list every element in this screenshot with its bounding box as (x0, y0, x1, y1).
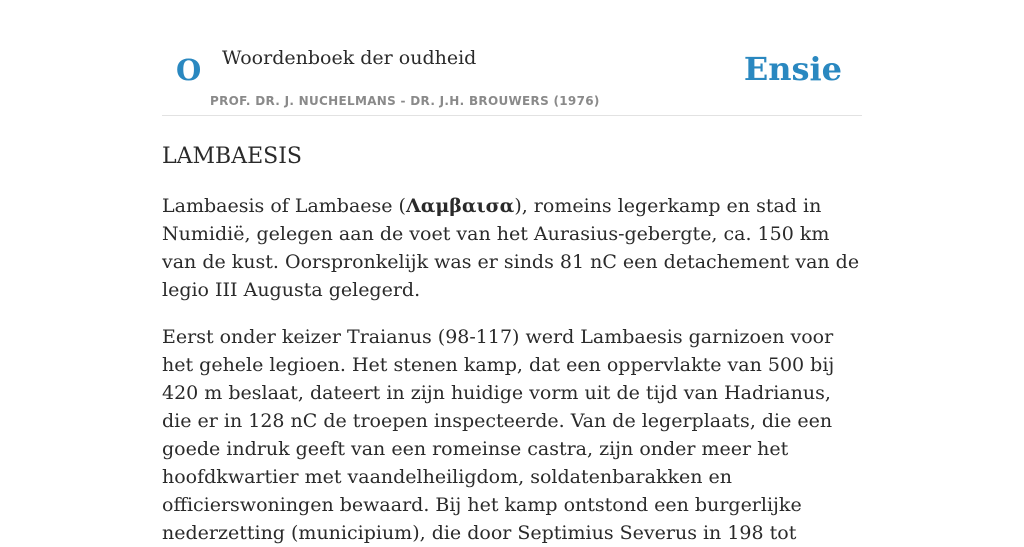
dictionary-header (162, 0, 862, 116)
page (162, 0, 862, 547)
dictionary-authors: PROF. DR. J. NUCHELMANS - DR. J.H. BROUWERS (1976) (210, 94, 600, 108)
ensie-logo[interactable]: Ensie (743, 50, 842, 88)
entry-title: LAMBAESIS (162, 144, 302, 169)
dictionary-title[interactable]: Woordenboek der oudheid (222, 47, 477, 69)
letter-index[interactable]: O (176, 53, 202, 87)
greek-name: Λαμβαισα (405, 195, 515, 217)
paragraph-1-text-before: Lambaesis of Lambaese ( (162, 195, 406, 217)
entry-paragraph-1 (162, 192, 862, 304)
entry-paragraph-2: Eerst onder keizer Traianus (98-117) werd Lambaesis garnizoen voor het gehele legioen. Het stenen kamp, dat een oppervlakte van 500 bij 420 m beslaat, dateert in zijn huidige vorm uit de tijd van Hadrianus, die er in 128 nC de troepen inspecteerde. Van de legerplaats, die een goede indruk geeft van een romeinse castra, zijn onder meer het hoofdkwartier met vaandelheiligdom, soldatenbarakken en officierswoningen bewaard. Bij het kamp ontstond een burgerlijke nederzetting (municipium), die door Septimius Severus in 198 tot (162, 326, 835, 544)
paragraph-1-text-after: ), romeins legerkamp en stad in Numidië, gelegen aan de voet van het Aurasius-gebergte, ca. 150 km van de kust. Oorspronkelijk was er sinds 81 nC een detachement van de legio III Augusta gelegerd. (162, 195, 860, 301)
